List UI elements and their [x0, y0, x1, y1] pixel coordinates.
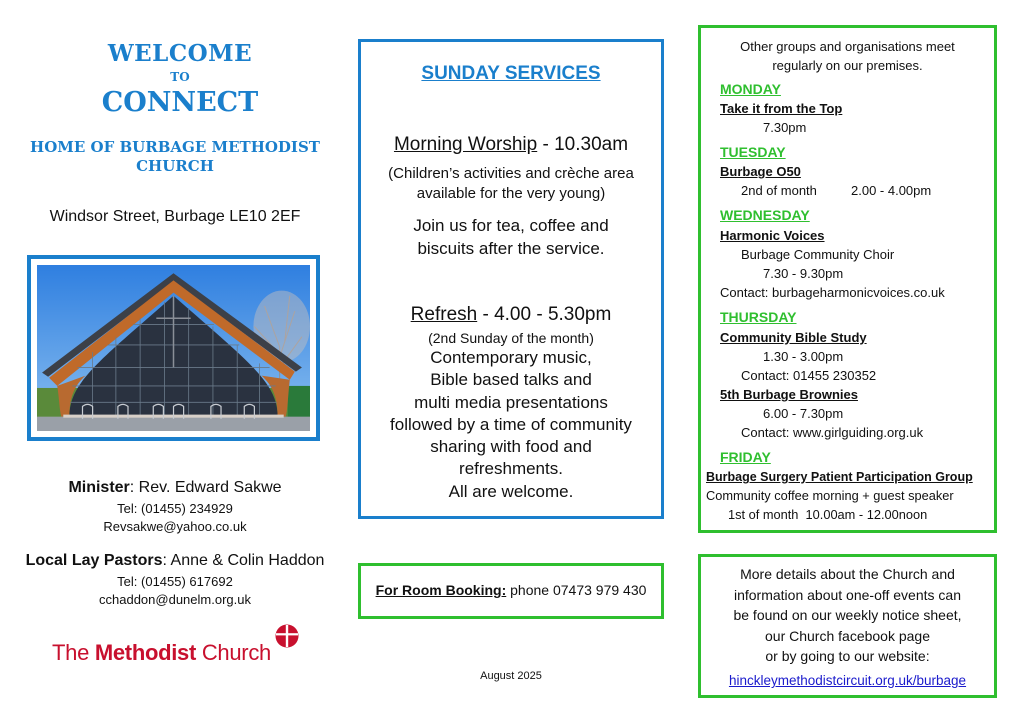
group-burbage-o50: Burbage O50	[720, 164, 801, 179]
thursday-time-1: 1.30 - 3.00pm	[763, 349, 844, 364]
church-address: Windsor Street, Burbage LE10 2EF	[49, 208, 301, 225]
refresh-line: Contemporary music,	[430, 348, 592, 367]
note-line: available for the very young)	[416, 185, 606, 202]
pastors-name	[0, 551, 350, 571]
refresh-line: All are welcome.	[448, 481, 574, 501]
day-wednesday: WEDNESDAY	[720, 207, 810, 223]
friday-time: 1st of month 10.00am - 12.00noon	[728, 507, 928, 522]
tea-line: Join us for tea, coffee and	[413, 216, 609, 235]
monday-time: 7.30pm	[763, 120, 807, 135]
group-5th-burbage-brownies: 5th Burbage Brownies	[720, 387, 858, 402]
logo-methodist: Methodist	[94, 640, 197, 665]
day-tuesday: TUESDAY	[720, 144, 786, 160]
minister-name	[0, 478, 350, 498]
website-link[interactable]: hinckleymethodistcircuit.org.uk/burbage	[728, 673, 967, 688]
room-booking-label: For Room Booking:	[375, 582, 507, 598]
refresh-note: (2nd Sunday of the month)	[428, 330, 594, 346]
refresh-line: multi media presentations	[414, 392, 608, 412]
morning-worship-note	[358, 164, 664, 204]
issue-date: August 2025	[480, 670, 542, 682]
refresh-line: followed by a time of community	[390, 414, 632, 434]
minister-value: : Rev. Edward Sakwe	[129, 479, 282, 496]
wednesday-contact: Contact: burbageharmonicvoices.co.uk	[720, 285, 945, 300]
morning-worship-heading	[358, 133, 664, 157]
home-line-1: HOME OF BURBAGE METHODIST	[30, 138, 320, 156]
intro-line: regularly on our premises.	[772, 58, 923, 73]
more-line: information about one-off events can	[733, 586, 961, 603]
heading-welcome: WELCOME	[107, 40, 253, 67]
logo-church: Church	[196, 640, 271, 665]
wednesday-sub: Burbage Community Choir	[741, 247, 895, 262]
group-patient-participation: Burbage Surgery Patient Participation Group	[706, 470, 973, 484]
minister-email: Revsakwe@yahoo.co.uk	[103, 519, 247, 534]
refresh-description	[358, 347, 664, 503]
more-line: our Church facebook page	[765, 627, 930, 644]
subheading-home	[20, 138, 330, 176]
day-friday: FRIDAY	[720, 449, 771, 465]
room-booking-phone: phone 07473 979 430	[506, 582, 647, 598]
refresh-line: Bible based talks and	[430, 370, 592, 390]
methodist-church-logo	[52, 622, 312, 672]
pastors-tel: Tel: (01455) 617692	[117, 574, 233, 589]
tea-line: biscuits after the service.	[417, 239, 605, 258]
note-line: (Children’s activities and crèche area	[388, 165, 634, 182]
day-thursday: THURSDAY	[720, 309, 797, 325]
minister-tel: Tel: (01455) 234929	[117, 501, 233, 516]
refresh-line: refreshments.	[459, 459, 563, 479]
pastors-email: cchaddon@dunelm.org.uk	[99, 592, 251, 607]
tuesday-schedule: 2nd of month	[741, 183, 817, 198]
thursday-contact-2: Contact: www.girlguiding.org.uk	[741, 425, 924, 440]
refresh-time: - 4.00 - 5.30pm	[477, 304, 612, 325]
heading-to: TO	[170, 70, 190, 84]
pastors-value: : Anne & Colin Haddon	[162, 552, 325, 569]
group-harmonic-voices: Harmonic Voices	[720, 228, 825, 243]
refresh-heading	[358, 303, 664, 327]
minister-label: Minister	[68, 479, 130, 496]
more-line: More details about the Church and	[740, 566, 955, 582]
thursday-time-2: 6.00 - 7.30pm	[763, 406, 844, 421]
refresh-line: sharing with food and	[430, 437, 592, 457]
groups-intro	[698, 37, 997, 75]
group-take-it-from-the-top: Take it from the Top	[720, 101, 843, 116]
morning-worship-name: Morning Worship	[393, 134, 538, 155]
church-building-image	[37, 265, 310, 431]
pastors-label: Local Lay Pastors	[25, 552, 163, 569]
refresh-name: Refresh	[410, 304, 478, 325]
day-monday: MONDAY	[720, 81, 781, 97]
home-line-2: CHURCH	[136, 157, 214, 175]
sunday-services-title: SUNDAY SERVICES	[421, 63, 601, 84]
group-community-bible-study: Community Bible Study	[720, 330, 867, 345]
room-booking-text	[358, 582, 664, 598]
wednesday-time: 7.30 - 9.30pm	[763, 266, 844, 281]
church-photo-frame	[27, 255, 320, 441]
church-photo	[37, 265, 310, 431]
morning-worship-tea	[358, 214, 664, 260]
friday-desc: Community coffee morning + guest speaker	[706, 488, 954, 503]
intro-line: Other groups and organisations meet	[740, 39, 955, 54]
methodist-orb-cross-icon	[275, 624, 299, 648]
heading-connect: CONNECT	[101, 87, 259, 118]
tuesday-time: 2.00 - 4.00pm	[851, 183, 932, 198]
logo-text	[52, 640, 271, 666]
thursday-contact-1: Contact: 01455 230352	[741, 368, 877, 383]
logo-the: The	[52, 640, 95, 665]
more-line: be found on our weekly notice sheet,	[733, 607, 962, 623]
morning-worship-time: - 10.30am	[537, 134, 629, 155]
more-line: or by going to our website:	[765, 648, 930, 664]
more-details-text	[698, 564, 997, 667]
